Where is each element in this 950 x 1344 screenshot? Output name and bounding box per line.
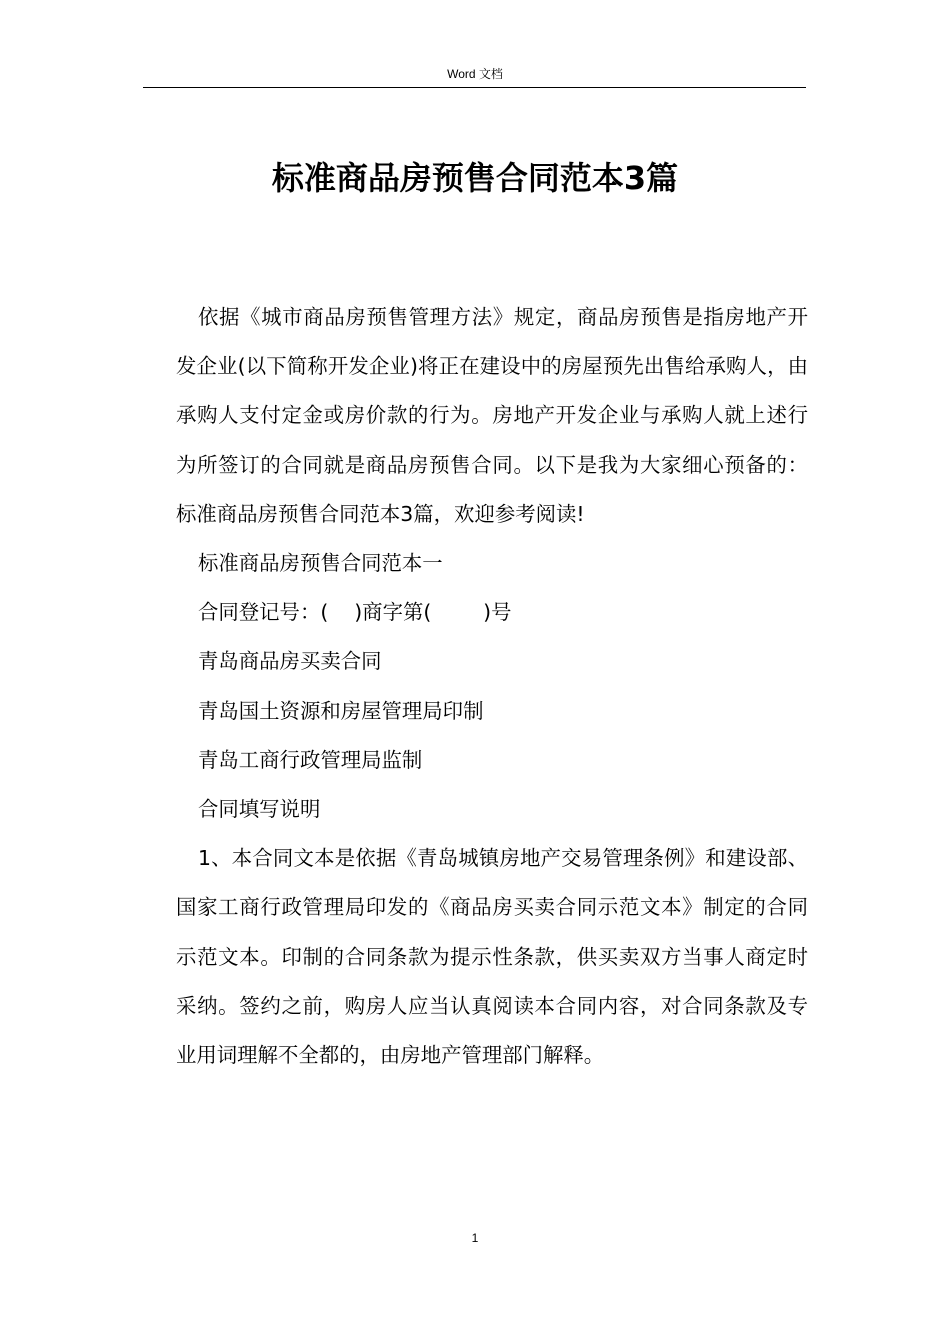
header-divider [143, 87, 806, 88]
printed-by: 青岛国土资源和房屋管理局印制 [198, 698, 484, 723]
section-heading: 标准商品房预售合同范本一 [198, 551, 443, 576]
supervised-by: 青岛工商行政管理局监制 [198, 747, 423, 772]
instructions-heading: 合同填写说明 [198, 797, 321, 822]
page-header: Word 文档 [447, 67, 503, 81]
intro-paragraph: 依据《城市商品房预售管理方法》规定，商品房预售是指房地产开发企业(以下简称开发企业)将正在建设中的房屋预先出售给承购人，由承购人支付定金或房价款的行为。房地产开发企业与承购人就上述行为所签订的合同就是商品房预售合同。以下是我为大家细心预备的：标准商品房预售合同范本3篇，欢迎参考阅读! [176, 305, 808, 526]
document-body [176, 293, 808, 1080]
instruction-item-1: 1、本合同文本是依据《青岛城镇房地产交易管理条例》和建设部、国家工商行政管理局印发的《商品房买卖合同示范文本》制定的合同示范文本。印制的合同条款为提示性条款，供买卖双方当事人商定时采纳。签约之前，购房人应当认真阅读本合同内容，对合同条款及专业用词理解不全都的，由房地产管理部门解释。 [176, 846, 808, 1068]
contract-registration-number: 合同登记号：( )商字第( )号 [198, 600, 512, 625]
document-title: 标准商品房预售合同范本3篇 [271, 159, 679, 197]
contract-name: 青岛商品房买卖合同 [198, 649, 382, 674]
page-number: 1 [471, 1231, 479, 1245]
